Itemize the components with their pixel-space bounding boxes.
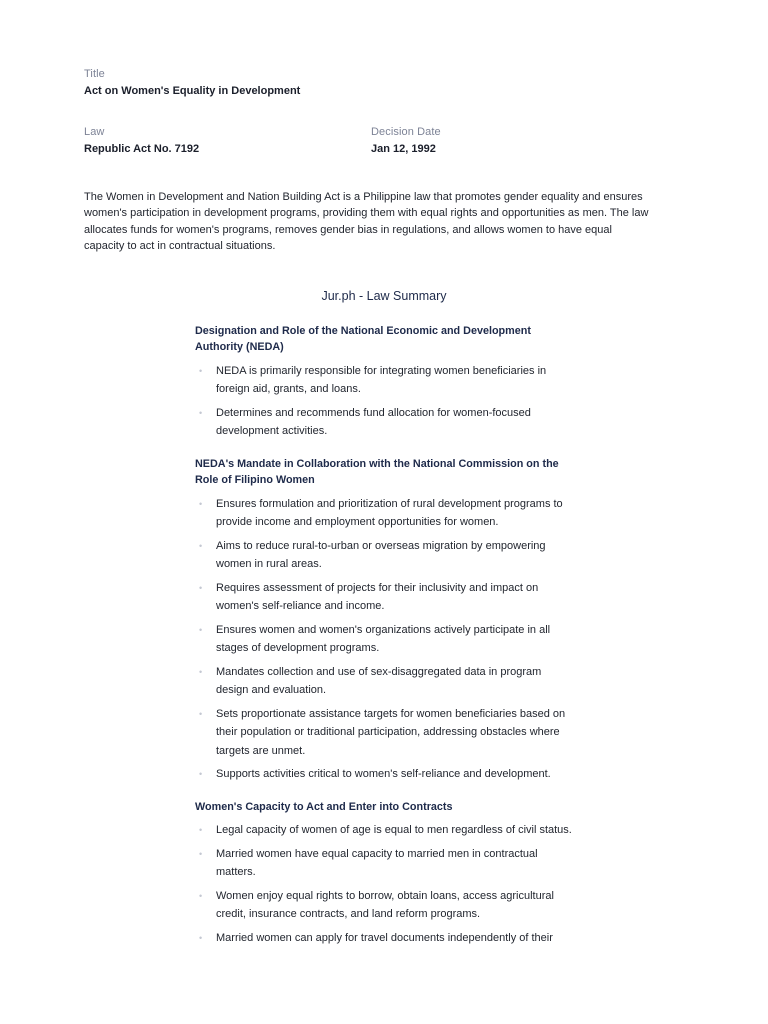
list-item-text: Determines and recommends fund allocation for women-focused development activities.	[216, 406, 531, 438]
bullet-dot-icon: •	[199, 890, 203, 901]
list-item	[195, 537, 575, 574]
bullet-dot-icon: •	[199, 498, 203, 509]
decision-date-value: Jan 12, 1992	[371, 143, 436, 155]
list-item-text: Sets proportionate assistance targets for women beneficiaries based on their population or traditional participation, addressing obstacles where targets are unmet.	[216, 707, 566, 757]
title-value: Act on Women's Equality in Development	[84, 85, 301, 97]
list-item	[195, 621, 575, 658]
list-item	[195, 663, 575, 700]
list-item	[195, 705, 575, 761]
list-item	[195, 845, 575, 882]
intro-paragraph: The Women in Development and Nation Building Act is a Philippine law that promotes gender equality and ensures women's participation in development programs, providing them with equal rights and opportunities as men. The law allocates funds for women's programs, removes gender bias in regulations, and allows women to have equal capacity to act in contractual situations.	[84, 191, 649, 252]
list-item-text: Legal capacity of women of age is equal to men regardless of civil status.	[216, 824, 572, 837]
summary-section	[195, 799, 575, 947]
section-heading: Designation and Role of the National Economic and Development Authority (NEDA)	[195, 325, 531, 354]
section-heading: NEDA's Mandate in Collaboration with the National Commission on the Role of Filipino Women	[195, 457, 559, 487]
law-summary	[195, 323, 575, 962]
bullet-dot-icon: •	[199, 708, 203, 719]
bullet-dot-icon: •	[199, 540, 203, 551]
title-label: Title	[84, 68, 105, 80]
bullet-dot-icon: •	[199, 932, 203, 943]
bullet-dot-icon: •	[199, 365, 203, 376]
bullet-dot-icon: •	[199, 624, 203, 635]
bullet-list	[195, 821, 575, 947]
list-item-text: Married women have equal capacity to married men in contractual matters.	[216, 847, 538, 879]
decision-date-label: Decision Date	[371, 126, 441, 138]
list-item-text: NEDA is primarily responsible for integrating women beneficiaries in foreign aid, grants, and loans.	[216, 364, 547, 396]
list-item-text: Supports activities critical to women's self-reliance and development.	[216, 768, 551, 781]
list-item	[195, 887, 575, 924]
bullet-dot-icon: •	[199, 848, 203, 859]
list-item	[195, 362, 575, 399]
list-item-text: Ensures formulation and prioritization of rural development programs to provide income and employment opportunities for women.	[216, 497, 563, 529]
list-item	[195, 821, 575, 840]
list-item	[195, 579, 575, 616]
list-item	[195, 765, 575, 784]
section-heading: Women's Capacity to Act and Enter into Contracts	[195, 800, 453, 813]
summary-section	[195, 323, 575, 441]
bullet-dot-icon: •	[199, 666, 203, 677]
law-label: Law	[84, 126, 105, 138]
bullet-dot-icon: •	[199, 582, 203, 593]
list-item	[195, 404, 575, 441]
list-item-text: Ensures women and women's organizations actively participate in all stages of development programs.	[216, 623, 551, 655]
list-item	[195, 495, 575, 532]
bullet-dot-icon: •	[199, 769, 203, 780]
bullet-dot-icon: •	[199, 407, 203, 418]
bullet-dot-icon: •	[199, 825, 203, 836]
list-item-text: Mandates collection and use of sex-disaggregated data in program design and evaluation.	[216, 665, 542, 697]
summary-title: Jur.ph - Law Summary	[321, 289, 447, 303]
summary-section	[195, 456, 575, 784]
list-item	[195, 929, 575, 948]
law-value: Republic Act No. 7192	[84, 143, 200, 155]
list-item-text: Requires assessment of projects for their inclusivity and impact on women's self-reliance and income.	[216, 581, 539, 613]
bullet-list	[195, 495, 575, 784]
list-item-text: Married women can apply for travel documents independently of their	[216, 931, 553, 944]
list-item-text: Women enjoy equal rights to borrow, obtain loans, access agricultural credit, insurance contracts, and land reform programs.	[216, 889, 554, 921]
bullet-list	[195, 362, 575, 441]
list-item-text: Aims to reduce rural-to-urban or overseas migration by empowering women in rural areas.	[216, 539, 546, 571]
